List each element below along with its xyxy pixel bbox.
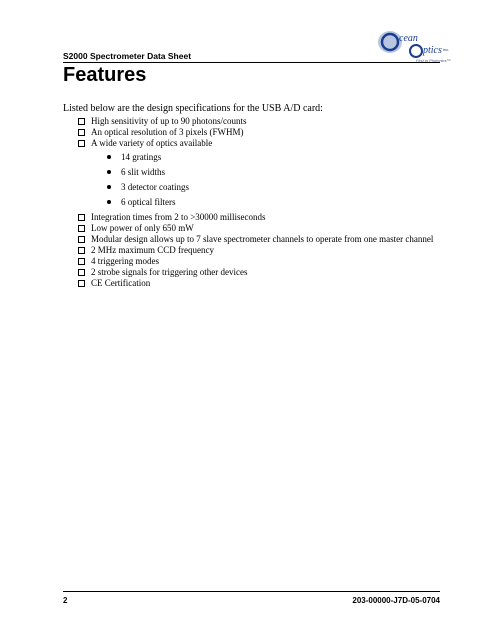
checkbox-bullet-icon <box>78 225 85 232</box>
checkbox-bullet-icon <box>78 140 85 147</box>
logo-tagline: First in Photonics™ <box>416 58 451 63</box>
bullet-dot-icon <box>107 185 111 189</box>
feature-item: CE Certification <box>63 278 443 289</box>
logo-text-inc: inc. <box>443 47 450 52</box>
checkbox-bullet-icon <box>78 269 85 276</box>
bullet-dot-icon <box>107 200 111 204</box>
logo-text-optics: ptics <box>423 45 442 56</box>
checkbox-bullet-icon <box>78 118 85 125</box>
feature-item: Low power of only 650 mW <box>63 223 443 234</box>
ocean-optics-logo <box>368 27 460 65</box>
feature-item: 4 triggering modes <box>63 256 443 267</box>
feature-item: An optical resolution of 3 pixels (FWHM) <box>63 127 443 138</box>
page-title: Features <box>63 64 147 86</box>
checkbox-bullet-icon <box>78 214 85 221</box>
feature-item: Modular design allows up to 7 slave spectrometer channels to operate from one master channel <box>63 234 443 245</box>
logo-text-ocean: cean <box>399 33 418 44</box>
feature-item: 2 MHz maximum CCD frequency <box>63 245 443 256</box>
document-id: 203-00000-J7D-05-0704 <box>352 596 440 605</box>
feature-item: High sensitivity of up to 90 photons/counts <box>63 116 443 127</box>
bullet-dot-icon <box>107 155 111 159</box>
checkbox-bullet-icon <box>78 247 85 254</box>
optics-subitem: 6 slit widths <box>63 167 443 178</box>
checkbox-bullet-icon <box>78 280 85 287</box>
feature-item: 2 strobe signals for triggering other devices <box>63 267 443 278</box>
optics-subitem: 3 detector coatings <box>63 182 443 193</box>
optics-subitem: 6 optical filters <box>63 197 443 208</box>
feature-item: Integration times from 2 to >30000 milliseconds <box>63 212 443 223</box>
page-number: 2 <box>63 596 68 605</box>
feature-item: A wide variety of optics available <box>63 138 443 149</box>
bullet-dot-icon <box>107 170 111 174</box>
optics-subitem: 14 gratings <box>63 152 443 163</box>
intro-text: Listed below are the design specifications for the USB A/D card: <box>63 103 323 114</box>
checkbox-bullet-icon <box>78 236 85 243</box>
features-list <box>63 116 443 289</box>
document-header-title: S2000 Spectrometer Data Sheet <box>63 51 192 61</box>
checkbox-bullet-icon <box>78 258 85 265</box>
checkbox-bullet-icon <box>78 129 85 136</box>
footer-divider <box>63 591 440 592</box>
